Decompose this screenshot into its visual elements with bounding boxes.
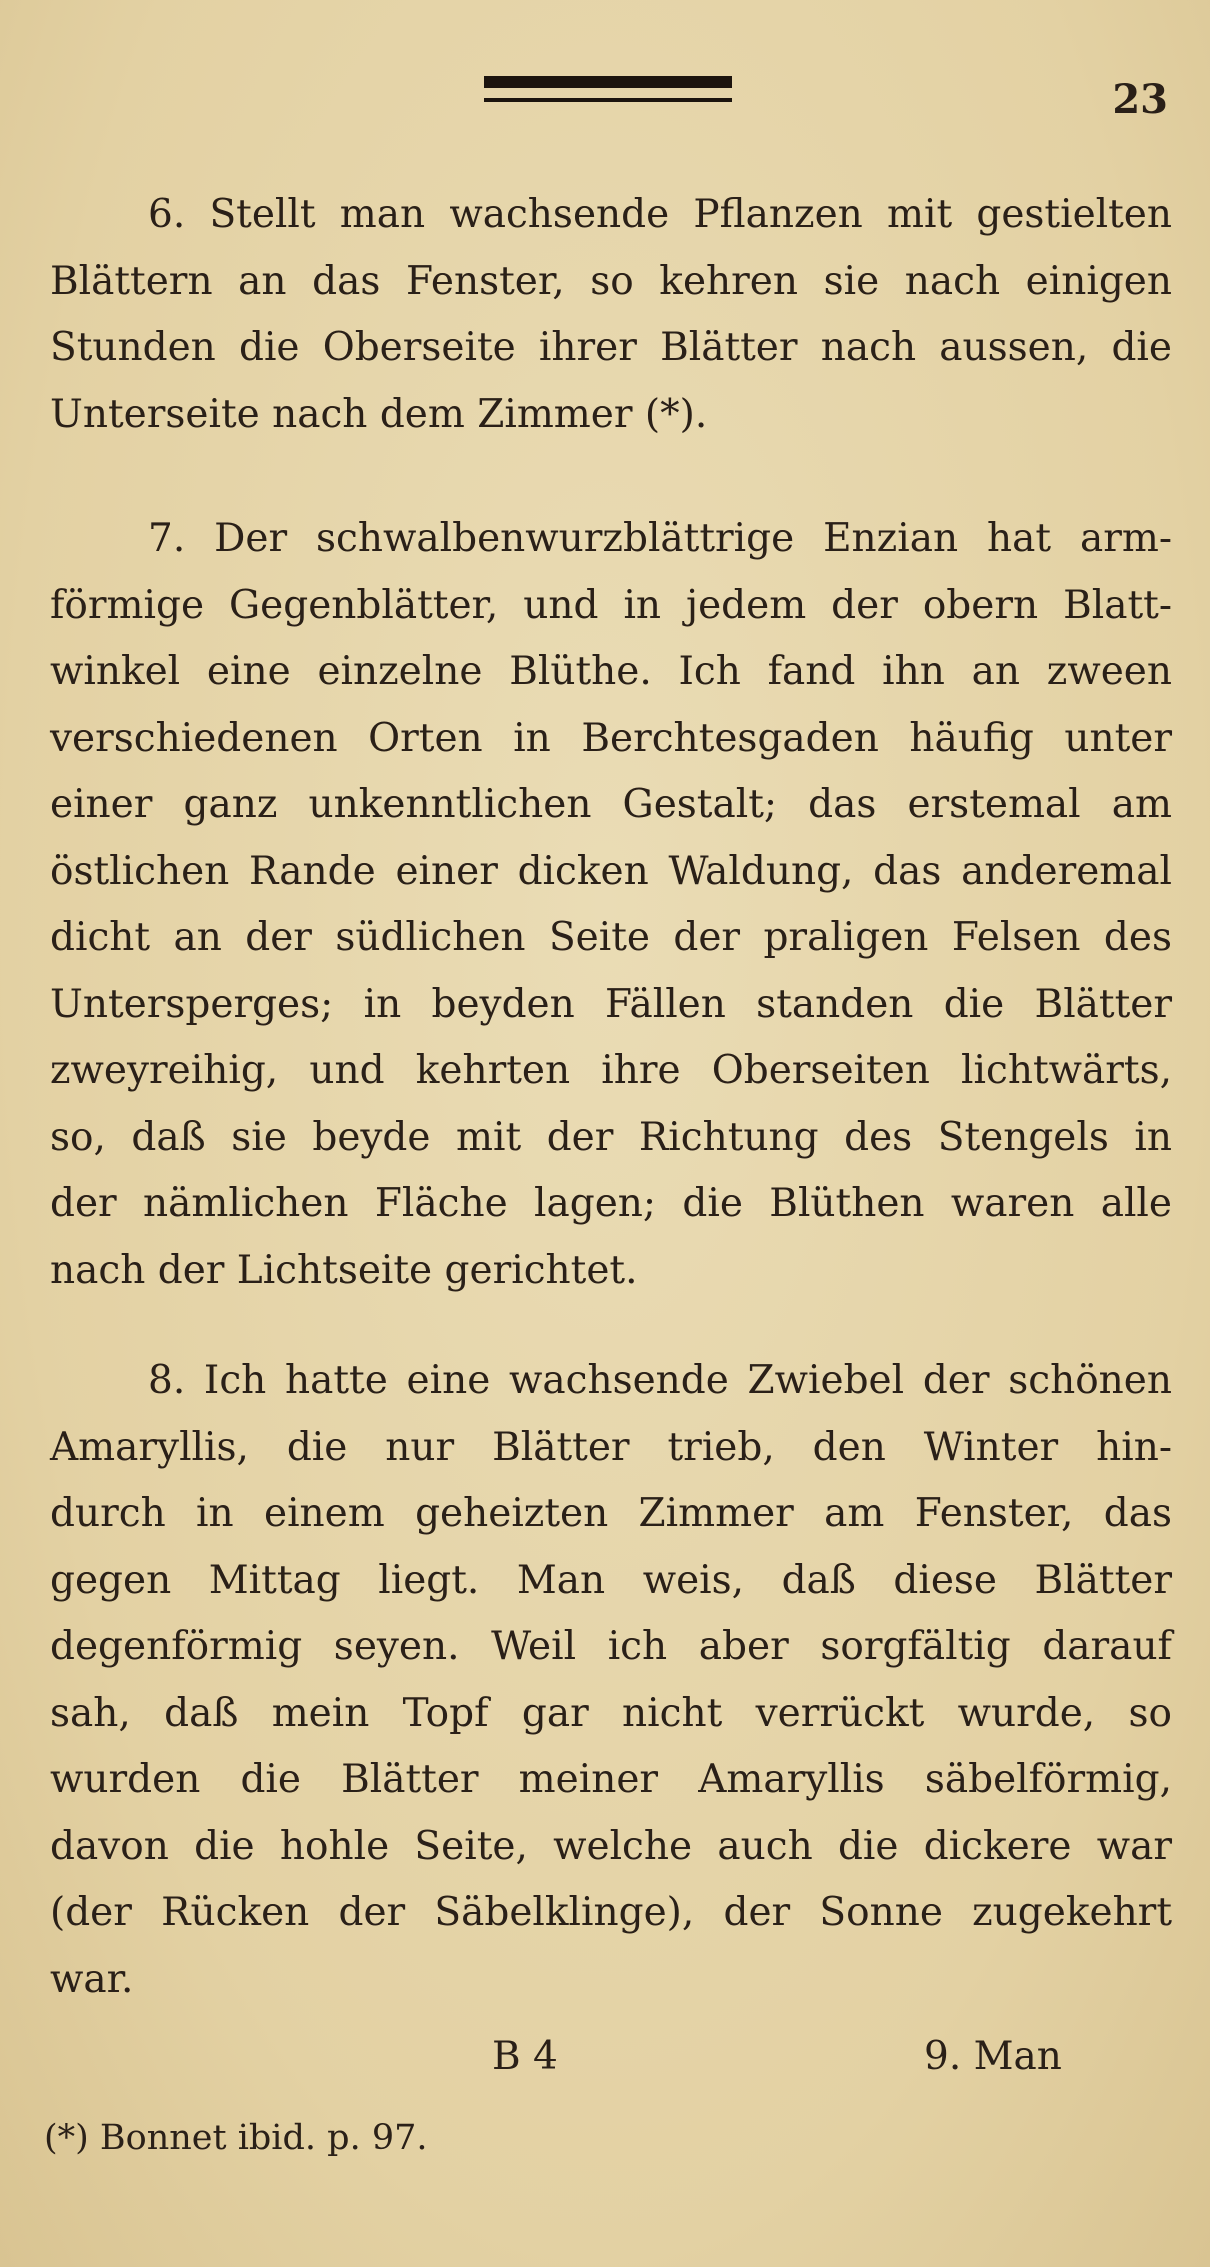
page-foot-marks bbox=[0, 2020, 1210, 2090]
text-line: gegen Mittag liegt. Man weis, daß diese Blätter bbox=[50, 1557, 1172, 1603]
text-line: förmige Gegenblätter, und in jedem der obern Blatt- bbox=[50, 582, 1172, 628]
text-line: dicht an der südlichen Seite der praligen Felsen des bbox=[50, 915, 1172, 960]
text-line: Unterseite nach dem Zimmer (*). bbox=[50, 391, 708, 437]
text-line: so, daß sie beyde mit der Richtung des Stengels in bbox=[50, 1114, 1172, 1160]
page-number: 23 bbox=[1112, 76, 1168, 123]
header-rule bbox=[484, 76, 732, 106]
text-line: der nämlichen Fläche lagen; die Blüthen waren alle bbox=[50, 1181, 1172, 1226]
text-line: Blättern an das Fenster, so kehren sie nach einigen bbox=[50, 258, 1172, 304]
text-line: (der Rücken der Säbelklinge), der Sonne zugekehrt bbox=[50, 1890, 1172, 1935]
text-line: zweyreihig, und kehrten ihre Oberseiten lichtwärts, bbox=[50, 1048, 1172, 1093]
text-line: war. bbox=[50, 1956, 134, 2002]
paragraph-6 bbox=[50, 182, 1172, 448]
text-line: davon die hohle Seite, welche auch die dickere war bbox=[50, 1823, 1172, 1869]
footnote: (*) Bonnet ibid. p. 97. bbox=[44, 2118, 428, 2158]
text-line: Amaryllis, die nur Blätter trieb, den Winter hin- bbox=[50, 1424, 1172, 1470]
paragraph-7 bbox=[50, 506, 1172, 1304]
text-line: winkel eine einzelne Blüthe. Ich fand ihn an zween bbox=[50, 649, 1172, 694]
text-line: 8. Ich hatte eine wachsende Zwiebel der schönen bbox=[148, 1358, 1172, 1403]
text-line: 7. Der schwalbenwurzblättrige Enzian hat arm- bbox=[148, 516, 1172, 561]
header-rule-thin bbox=[484, 98, 732, 102]
header-rule-thick bbox=[484, 76, 732, 88]
text-line: Stunden die Oberseite ihrer Blätter nach aussen, die bbox=[50, 325, 1172, 370]
text-line: degenförmig seyen. Weil ich aber sorgfältig darauf bbox=[50, 1624, 1172, 1669]
text-line: einer ganz unkenntlichen Gestalt; das erstemal am bbox=[50, 782, 1172, 827]
text-line: verschiedenen Orten in Berchtesgaden häufig unter bbox=[50, 715, 1172, 761]
text-line: nach der Lichtseite gerichtet. bbox=[50, 1247, 638, 1293]
text-line: Untersperges; in beyden Fällen standen die Blätter bbox=[50, 981, 1172, 1027]
text-line: wurden die Blätter meiner Amaryllis säbelförmig, bbox=[50, 1757, 1172, 1802]
text-line: durch in einem geheizten Zimmer am Fenster, das bbox=[50, 1491, 1172, 1536]
text-line: sah, daß mein Topf gar nicht verrückt wurde, so bbox=[50, 1690, 1172, 1736]
signature-mark: B 4 bbox=[492, 2034, 558, 2079]
text-line: 6. Stellt man wachsende Pflanzen mit gestielten bbox=[148, 192, 1172, 237]
paragraph-8 bbox=[50, 1348, 1172, 2013]
text-line: östlichen Rande einer dicken Waldung, das anderemal bbox=[50, 848, 1172, 894]
catchword: 9. Man bbox=[924, 2034, 1062, 2079]
